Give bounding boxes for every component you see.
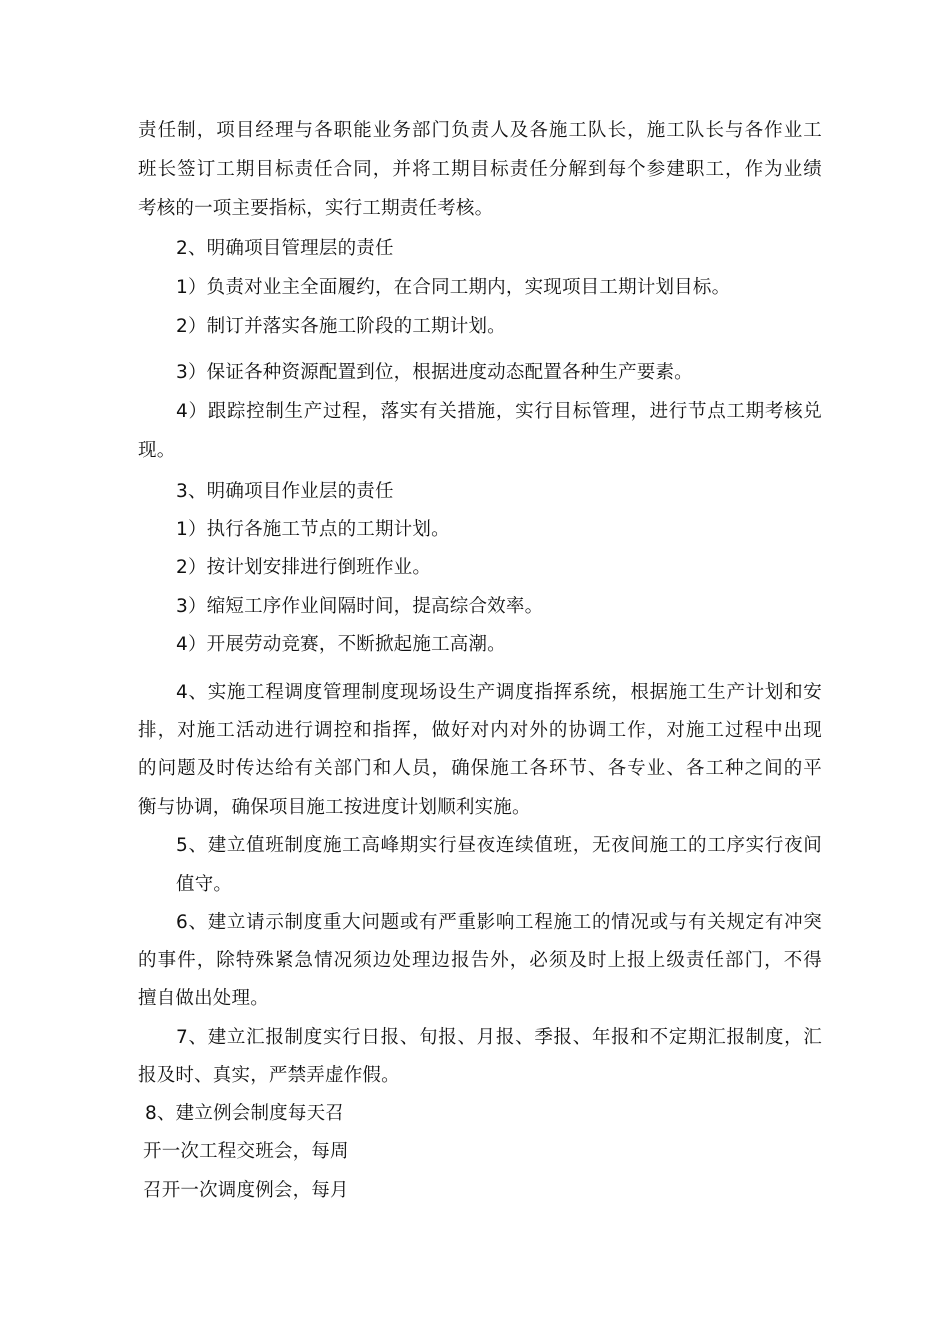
body-text-line: 召开一次调度例会，每月	[143, 1180, 349, 1201]
body-text-line: 责任制，项目经理与各职能业务部门负责人及各施工队长，施工队长与各作业工	[138, 120, 822, 141]
list-item: 4）开展劳动竞赛，不断掀起施工高潮。	[176, 634, 506, 655]
body-text-line: 衡与协调，确保项目施工按进度计划顺利实施。	[138, 797, 531, 818]
body-text-line: 报及时、真实，严禁弄虚作假。	[138, 1065, 400, 1086]
list-item: 4）跟踪控制生产过程，落实有关措施，实行目标管理，进行节点工期考核兑	[176, 401, 822, 422]
list-item: 1）负责对业主全面履约，在合同工期内，实现项目工期计划目标。	[176, 277, 731, 298]
body-text-line: 排，对施工活动进行调控和指挥，做好对内对外的协调工作，对施工过程中出现	[138, 720, 822, 741]
paragraph-first-line: 7、建立汇报制度实行日报、旬报、月报、季报、年报和不定期汇报制度，汇	[176, 1027, 822, 1048]
list-item: 3）缩短工序作业间隔时间，提高综合效率。	[176, 596, 544, 617]
list-item: 3）保证各种资源配置到位，根据进度动态配置各种生产要素。	[176, 362, 693, 383]
section-heading: 3、明确项目作业层的责任	[176, 481, 394, 502]
list-item: 2）按计划安排进行倒班作业。	[176, 557, 432, 578]
body-text-line: 的事件，除特殊紧急情况须边处理边报告外，必须及时上报上级责任部门，不得	[138, 950, 822, 971]
body-text-line: 开一次工程交班会，每周	[143, 1141, 349, 1162]
body-text-line: 现。	[138, 440, 176, 461]
body-text-line: 值守。	[176, 874, 233, 895]
body-text-line: 班长签订工期目标责任合同，并将工期目标责任分解到每个参建职工，作为业绩	[138, 159, 822, 180]
list-item: 2）制订并落实各施工阶段的工期计划。	[176, 316, 506, 337]
body-text-line: 考核的一项主要指标，实行工期责任考核。	[138, 198, 494, 219]
paragraph-first-line: 5、建立值班制度施工高峰期实行昼夜连续值班，无夜间施工的工序实行夜间	[176, 835, 822, 856]
body-text-line: 擅自做出处理。	[138, 988, 269, 1009]
paragraph-first-line: 4、实施工程调度管理制度现场设生产调度指挥系统，根据施工生产计划和安	[176, 682, 822, 703]
list-item: 1）执行各施工节点的工期计划。	[176, 519, 450, 540]
section-heading: 2、明确项目管理层的责任	[176, 238, 394, 259]
body-text-line: 的问题及时传达给有关部门和人员，确保施工各环节、各专业、各工种之间的平	[138, 758, 822, 779]
body-text-line: 8、建立例会制度每天召	[145, 1103, 344, 1124]
paragraph-first-line: 6、建立请示制度重大问题或有严重影响工程施工的情况或与有关规定有冲突	[176, 912, 822, 933]
